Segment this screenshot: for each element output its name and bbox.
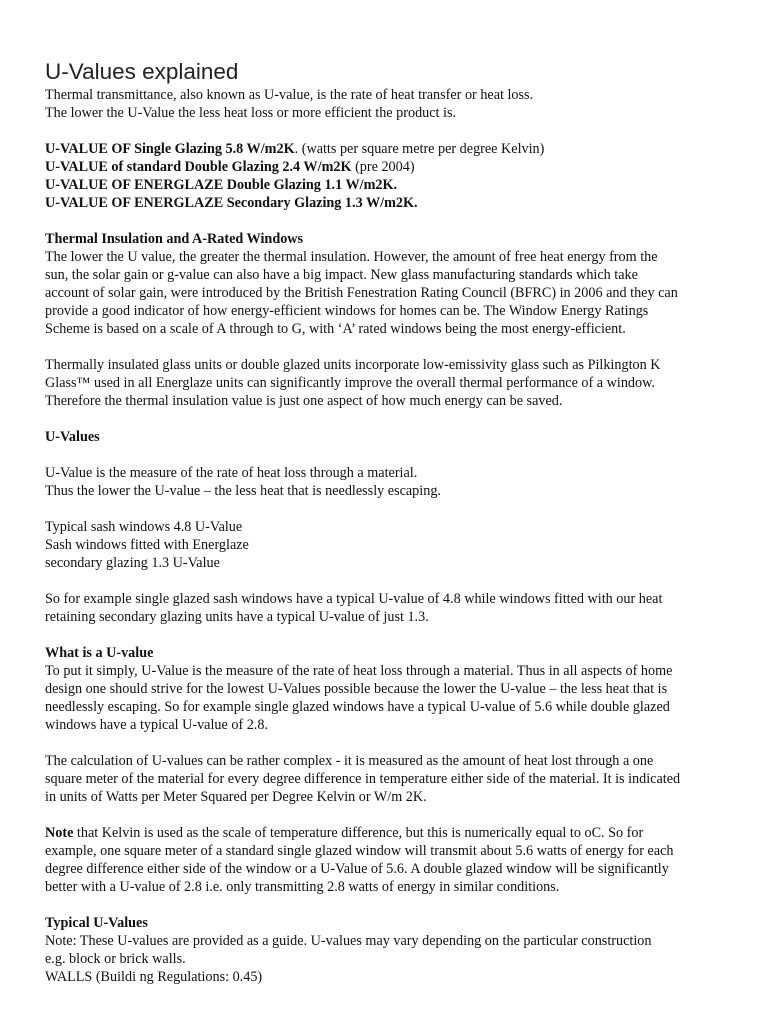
- text-line: example, one square meter of a standard single glazed window will transmit about 5.6 watts of energy for each: [45, 843, 674, 859]
- text-line: [45, 824, 745, 842]
- intro-paragraph: [45, 86, 745, 122]
- section-heading-thermal: Thermal Insulation and A-Rated Windows: [45, 231, 304, 247]
- note-label: Note: [45, 825, 74, 841]
- text-line: e.g. block or brick walls.: [45, 951, 186, 967]
- uvalue-bold: U-VALUE of standard Double Glazing 2.4 W/m2K: [45, 159, 352, 175]
- text-line: windows have a typical U-value of 2.8.: [45, 717, 268, 733]
- uvalue-list-item: [45, 176, 745, 194]
- uvalues-paragraph-2: [45, 518, 745, 572]
- text-line: Therefore the thermal insulation value is just one aspect of how much energy can be saved.: [45, 393, 563, 409]
- typical-paragraph: [45, 932, 745, 986]
- text-line: provide a good indicator of how energy-efficient windows for homes can be. The Window Energy Ratings: [45, 303, 649, 319]
- text-line: square meter of the material for every degree difference in temperature either side of the material. It is indicated: [45, 771, 681, 787]
- uvalue-rest: . (watts per square metre per degree Kelvin): [294, 141, 545, 157]
- text-line: U-Value is the measure of the rate of heat loss through a material.: [45, 465, 418, 481]
- text-line: account of solar gain, were introduced by the British Fenestration Rating Council (BFRC) in 2006 and they can: [45, 285, 678, 301]
- section-heading-what: What is a U-value: [45, 645, 154, 661]
- text-line: Thermally insulated glass units or double glazed units incorporate low-emissivity glass such as Pilkington K: [45, 357, 661, 373]
- section-heading-typical: Typical U-Values: [45, 915, 148, 931]
- thermal-paragraph-2: [45, 356, 745, 410]
- text-line: Glass™ used in all Energlaze units can significantly improve the overall thermal performance of a window.: [45, 375, 655, 391]
- text-line: Thus the lower the U-value – the less heat that is needlessly escaping.: [45, 483, 441, 499]
- text-line: The calculation of U-values can be rather complex - it is measured as the amount of heat lost through a one: [45, 753, 654, 769]
- text-line: Scheme is based on a scale of A through to G, with ‘A’ rated windows being the most energy-efficient.: [45, 321, 626, 337]
- intro-line: Thermal transmittance, also known as U-value, is the rate of heat transfer or heat loss.: [45, 87, 534, 103]
- text-line: The lower the U value, the greater the thermal insulation. However, the amount of free heat energy from the: [45, 249, 658, 265]
- text-line: WALLS (Buildi ng Regulations: 0.45): [45, 969, 263, 985]
- note-first-rest: that Kelvin is used as the scale of temperature difference, but this is numerically equal to oC. So for: [73, 825, 644, 841]
- uvalues-paragraph-3: [45, 590, 745, 626]
- note-paragraph: [45, 824, 745, 896]
- text-line: retaining secondary glazing units have a typical U-value of just 1.3.: [45, 609, 429, 625]
- text-line: in units of Watts per Meter Squared per Degree Kelvin or W/m 2K.: [45, 789, 427, 805]
- uvalue-list-item: [45, 140, 745, 158]
- text-line: secondary glazing 1.3 U-Value: [45, 555, 220, 571]
- intro-line: The lower the U-Value the less heat loss or more efficient the product is.: [45, 105, 457, 121]
- text-line: better with a U-value of 2.8 i.e. only transmitting 2.8 watts of energy in similar conditions.: [45, 879, 560, 895]
- text-line: design one should strive for the lowest U-Values possible because the lower the U-value – the less heat that is: [45, 681, 668, 697]
- uvalue-rest: (pre 2004): [351, 159, 415, 175]
- what-paragraph-2: [45, 752, 745, 806]
- text-line: Typical sash windows 4.8 U-Value: [45, 519, 243, 535]
- text-line: Sash windows fitted with Energlaze: [45, 537, 249, 553]
- text-line: So for example single glazed sash windows have a typical U-value of 4.8 while windows fitted with our heat: [45, 591, 663, 607]
- text-line: degree difference either side of the window or a U-Value of 5.6. A double glazed window will be significantly: [45, 861, 669, 877]
- uvalue-list: [45, 140, 745, 212]
- uvalue-list-item: [45, 158, 745, 176]
- section-heading-uvalues: U-Values: [45, 429, 100, 445]
- uvalue-bold: U-VALUE OF ENERGLAZE Secondary Glazing 1.3 W/m2K.: [45, 195, 418, 211]
- uvalue-list-item: [45, 194, 745, 212]
- document-page: [45, 58, 745, 986]
- text-line: Note: These U-values are provided as a guide. U-values may vary depending on the particular construction: [45, 933, 652, 949]
- uvalue-bold: U-VALUE OF Single Glazing 5.8 W/m2K: [45, 141, 295, 157]
- text-line: sun, the solar gain or g-value can also have a big impact. New glass manufacturing standards which take: [45, 267, 638, 283]
- uvalue-bold: U-VALUE OF ENERGLAZE Double Glazing 1.1 W/m2K.: [45, 177, 398, 193]
- page-title: U-Values explained: [45, 59, 239, 84]
- text-line: needlessly escaping. So for example single glazed windows have a typical U-value of 5.6 while double glazed: [45, 699, 670, 715]
- thermal-paragraph-1: [45, 248, 745, 338]
- what-paragraph-1: [45, 662, 745, 734]
- uvalues-paragraph-1: [45, 464, 745, 500]
- text-line: To put it simply, U-Value is the measure of the rate of heat loss through a material. Thus in all aspects of home: [45, 663, 673, 679]
